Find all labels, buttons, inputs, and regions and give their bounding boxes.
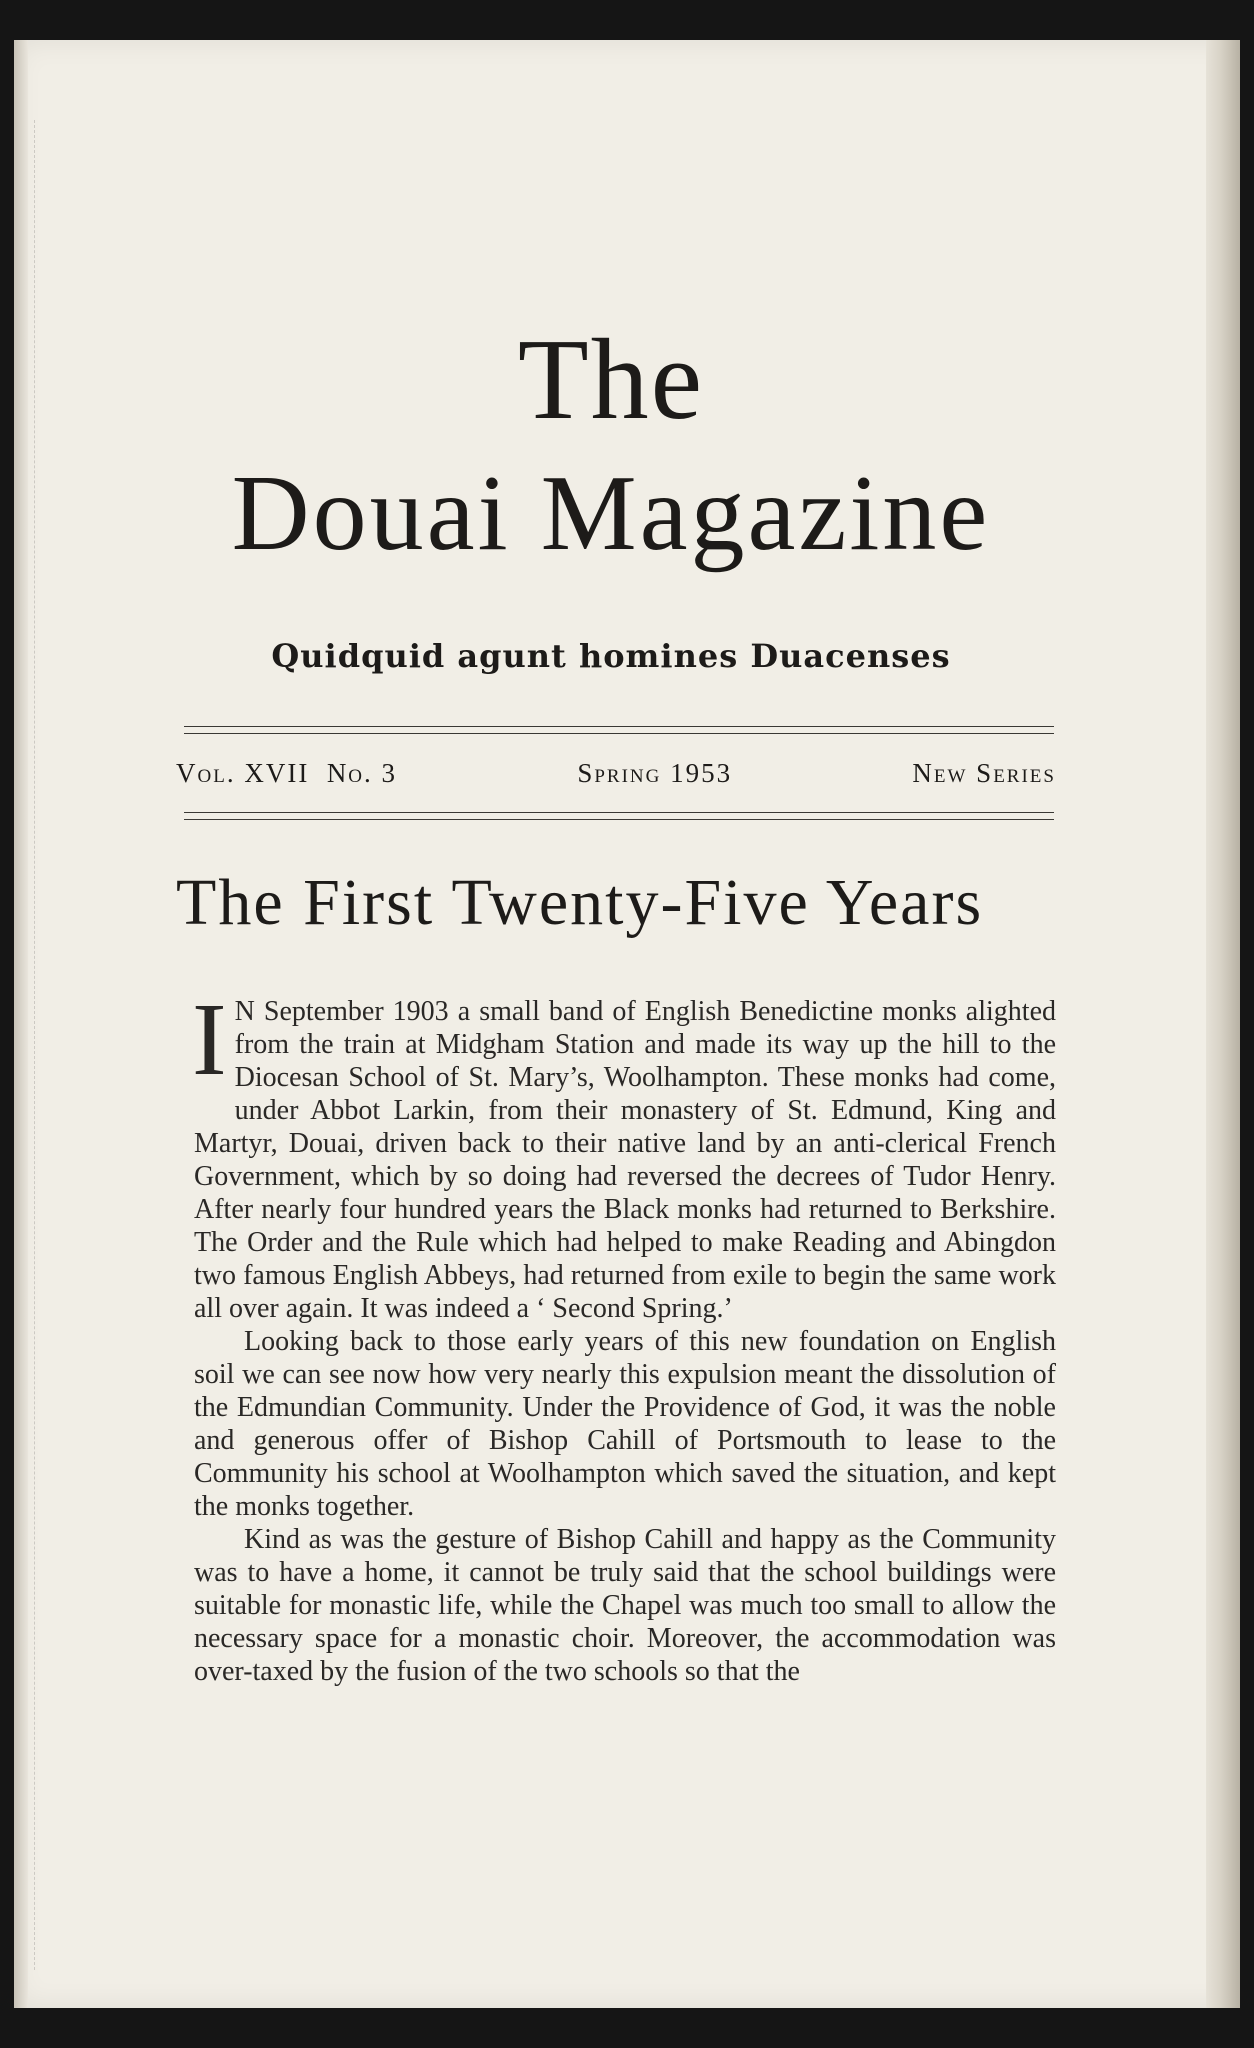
- article-paragraph: [192, 982, 1056, 1325]
- issue-series: New Series: [912, 758, 1056, 788]
- drop-cap: I: [192, 982, 227, 1097]
- issue-rule-bottom: [184, 812, 1054, 820]
- paragraph-text: N September 1903 a small band of English Benedictine monks alighted from the train at Midgham Station and made its way up the hill to the Diocesan School of St. Mary’s, Woolhampton. These monks had come, under Abbot Larkin, from their monastery of St. Edmund, King and Martyr, Douai, driven back to their native land by an anti-clerical French Government, which by so doing had reversed the decrees of Tudor Henry. After nearly four hundred years the Black monks had returned to Berkshire. The Order and the Rule which had helped to make Reading and Abingdon two famous English Abbeys, had returned from exile to begin the same work all over again. It was indeed a ‘ Second Spring.’: [194, 996, 1056, 1324]
- issue-volume: Vol. XVII: [176, 758, 310, 788]
- article-title: The First Twenty-Five Years: [176, 866, 984, 939]
- issue-line: [176, 758, 1056, 789]
- gutter-marks: [34, 120, 37, 1970]
- article-paragraph: Looking back to those early years of this new foundation on English soil we can see now how very nearly this expulsion meant the dissolution of the Edmundian Community. Under the Providence of God, it was the noble and generous offer of Bishop Cahill of Portsmouth to lease to the Community his school at Woolhampton which saved the situation, and kept the monks together.: [194, 1326, 1056, 1522]
- issue-volume-number: [176, 758, 397, 789]
- article-body: [192, 982, 1056, 1688]
- issue-number: No. 3: [326, 758, 398, 788]
- masthead-title: Douai Magazine: [231, 454, 991, 573]
- issue-season: Spring 1953: [577, 758, 733, 788]
- masthead-the: The: [517, 316, 705, 444]
- issue-rule-top: [184, 726, 1054, 734]
- masthead-motto: Quidquid agunt homines Duacenses: [271, 637, 951, 675]
- article-paragraph: Kind as was the gesture of Bishop Cahill and happy as the Community was to have a home, it cannot be truly said that the school buildings were suitable for monastic life, while the Chapel was much too small to allow the necessary space for a monastic choir. Moreover, the accommodation was over-taxed by the fusion of the two schools so that the: [194, 1524, 1056, 1687]
- binding-edge: [14, 40, 28, 2008]
- magazine-page: [14, 40, 1240, 2008]
- page-stack-edge: [1206, 40, 1240, 2008]
